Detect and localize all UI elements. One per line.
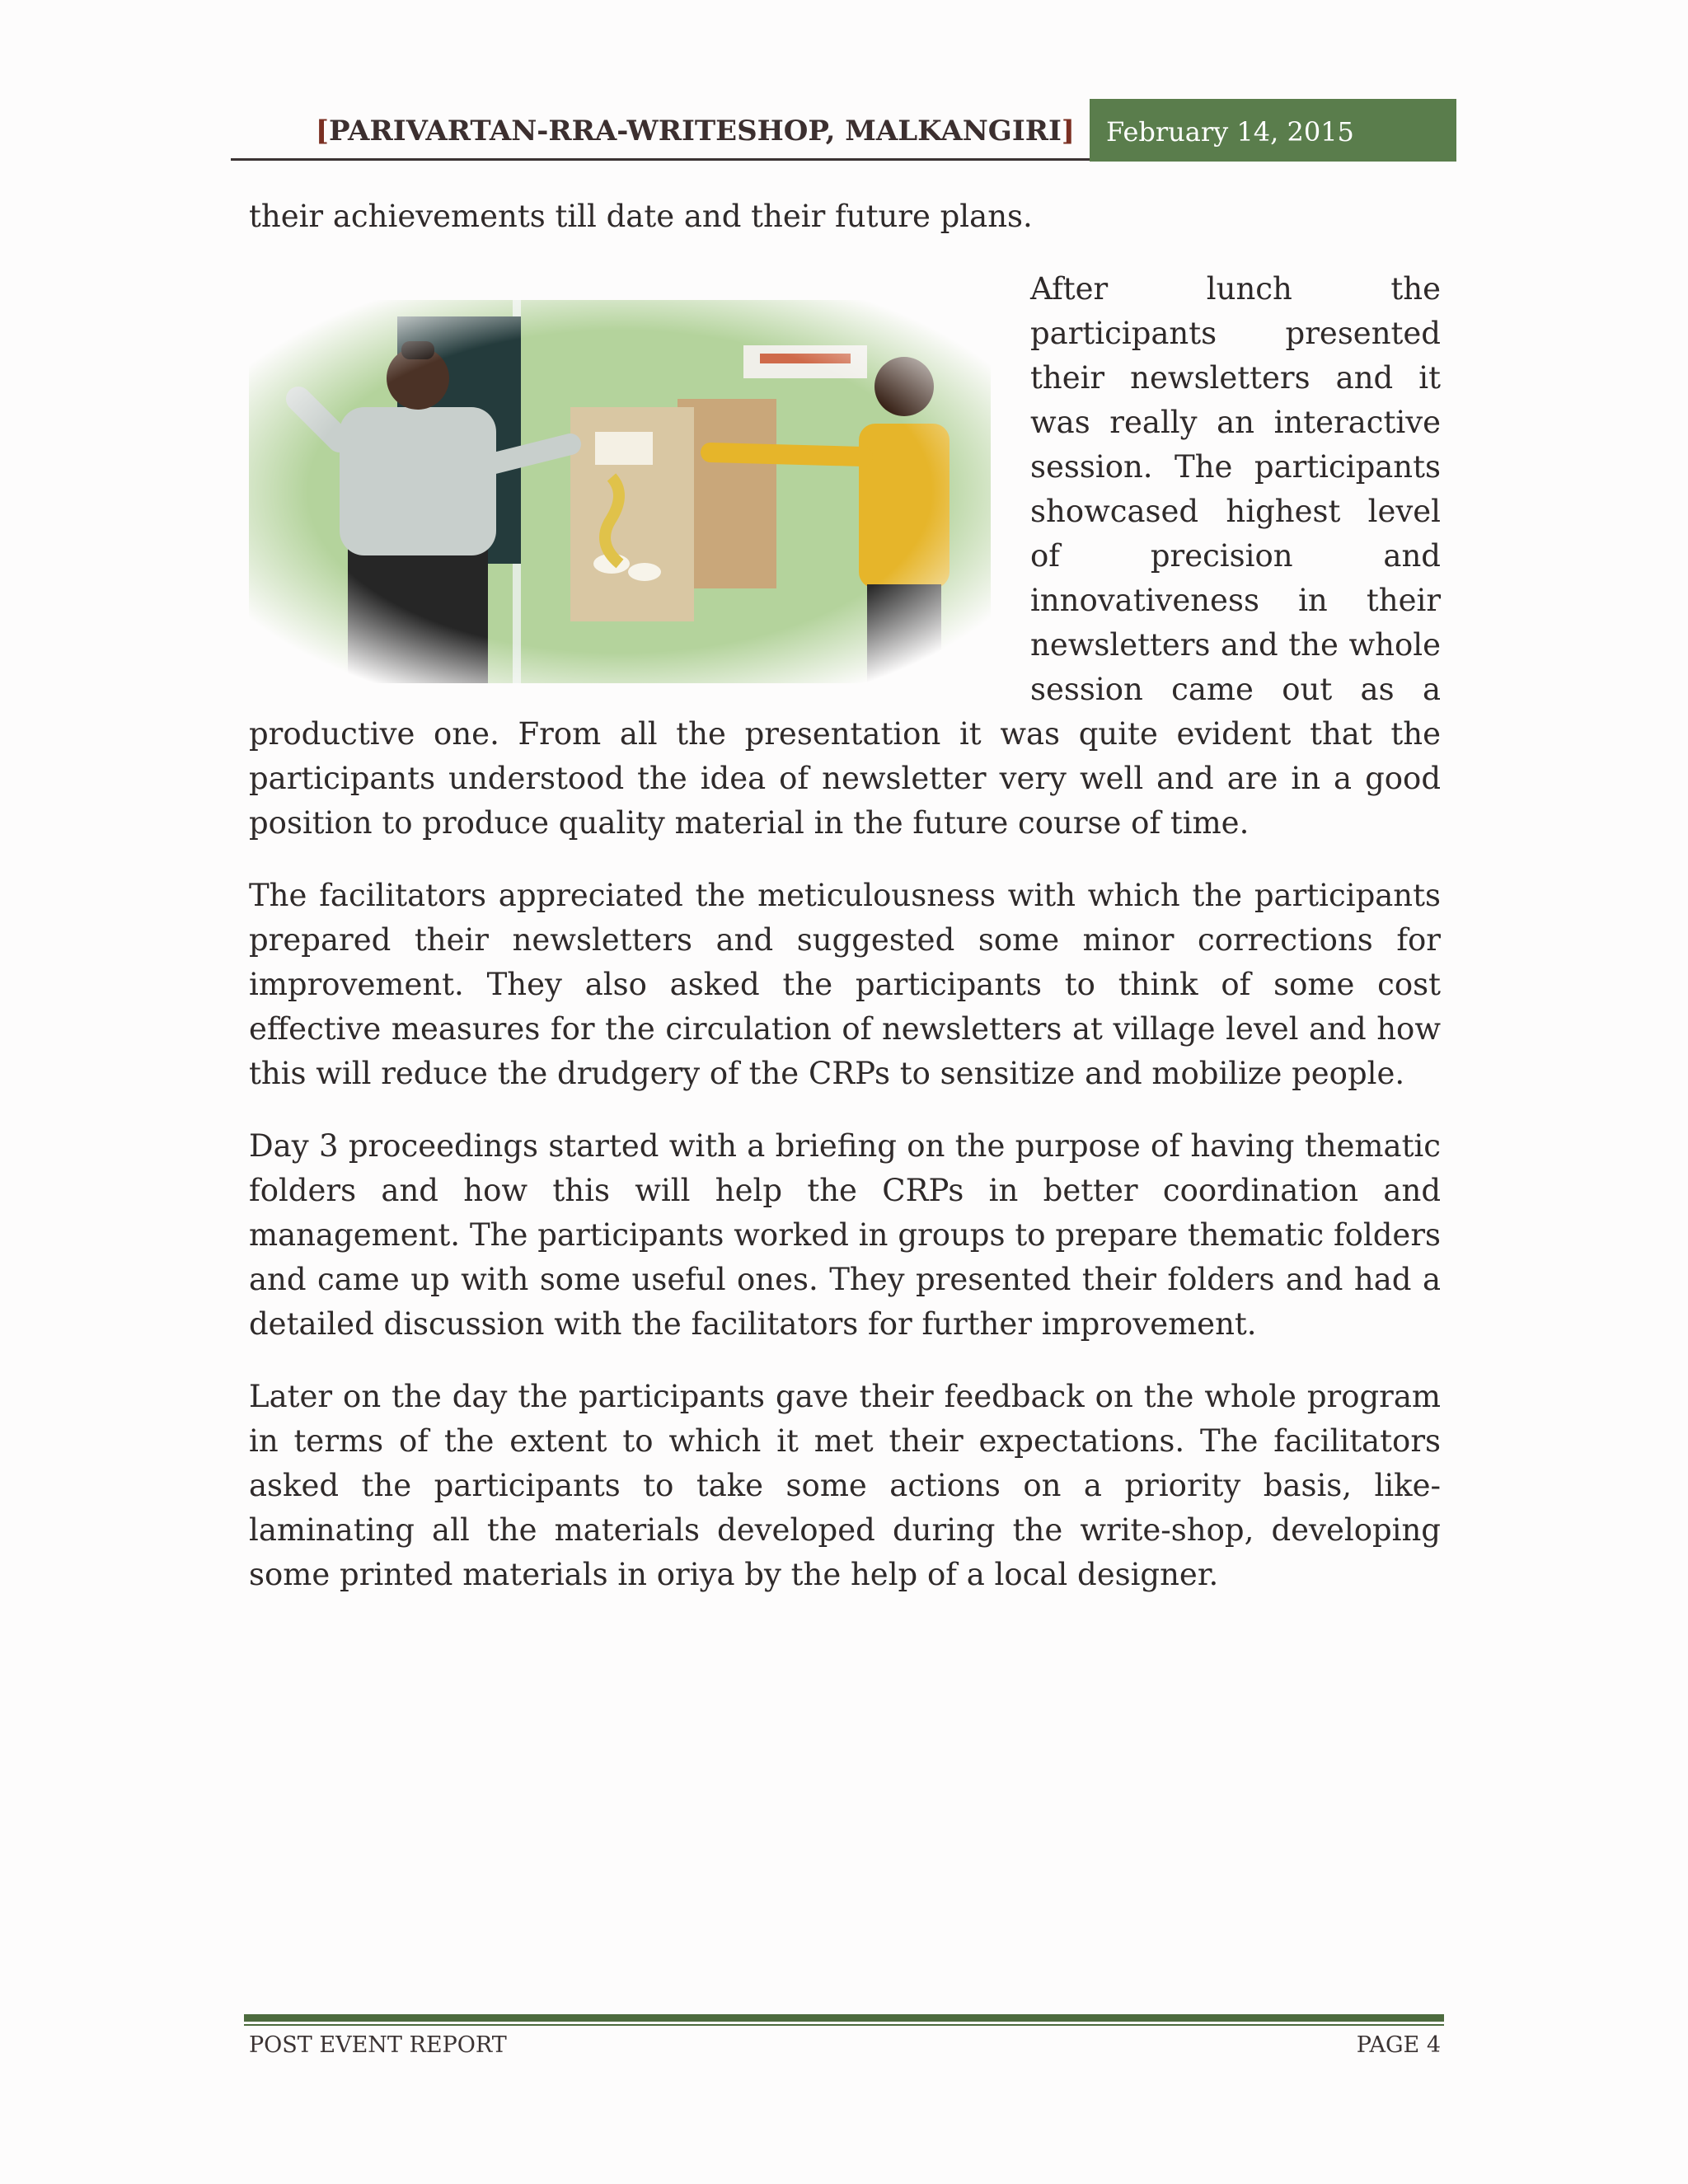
paragraph-newsletter-text: After lunch the participants presented their newsletters and it was really an interactive session. The participants showcased highest level of precision and innovativeness in their newsletters and the whole session came out as a productive one. From all the presentation it was quite evident that the participants understood the idea of newsletter very well and are in a good position to produce quality material in the future course of time. bbox=[249, 271, 1441, 841]
presentation-photo bbox=[249, 300, 991, 683]
title-bracket-open: [ bbox=[315, 115, 329, 148]
paragraph-participant-feedback: Later on the day the participants gave their feedback on the whole program in terms of the extent to which it met their expectations. The facilitators asked the participants to take some actions on a priority basis, like- laminating all the materials developed during the write-shop, developing some printed materials in oriya by the help of a local designer. bbox=[249, 1379, 1441, 1592]
paragraph-continuation: their achievements till date and their future plans. bbox=[249, 199, 1033, 234]
header-rule bbox=[231, 158, 1090, 161]
title-text: PARIVARTAN-RRA-WRITESHOP, MALKANGIRI bbox=[328, 115, 1062, 148]
footer-rule-thick bbox=[244, 2014, 1444, 2022]
footer-page-number: PAGE 4 bbox=[1356, 2032, 1441, 2058]
paragraph-facilitators-feedback: The facilitators appreciated the meticulousness with which the participants prepared their newsletters and suggested some minor corrections for improvement. They also asked the participants to think of some cost effective measures for the circulation of newsletters at village level and how this will reduce the drudgery of the CRPs to sensitize and mobilize people. bbox=[249, 878, 1441, 1091]
title-bracket-close: ] bbox=[1061, 115, 1075, 148]
footer-report-label: POST EVENT REPORT bbox=[249, 2032, 507, 2058]
report-body bbox=[249, 194, 1441, 1625]
document-title bbox=[231, 99, 1090, 158]
paragraph-newsletter-presentation bbox=[249, 267, 1441, 846]
page-header bbox=[231, 99, 1456, 162]
presentation-photo-illustration bbox=[249, 300, 991, 683]
header-date: February 14, 2015 bbox=[1090, 99, 1456, 162]
paragraph-day3-proceedings: Day 3 proceedings started with a briefing on the purpose of having thematic folders and how this will help the CRPs in better coordination and management. The participants worked in groups to prepare thematic folders and came up with some useful ones. They presented their folders and had a detailed discussion with the facilitators for further improvement. bbox=[249, 1128, 1441, 1342]
footer-rule-thin bbox=[244, 2024, 1444, 2026]
